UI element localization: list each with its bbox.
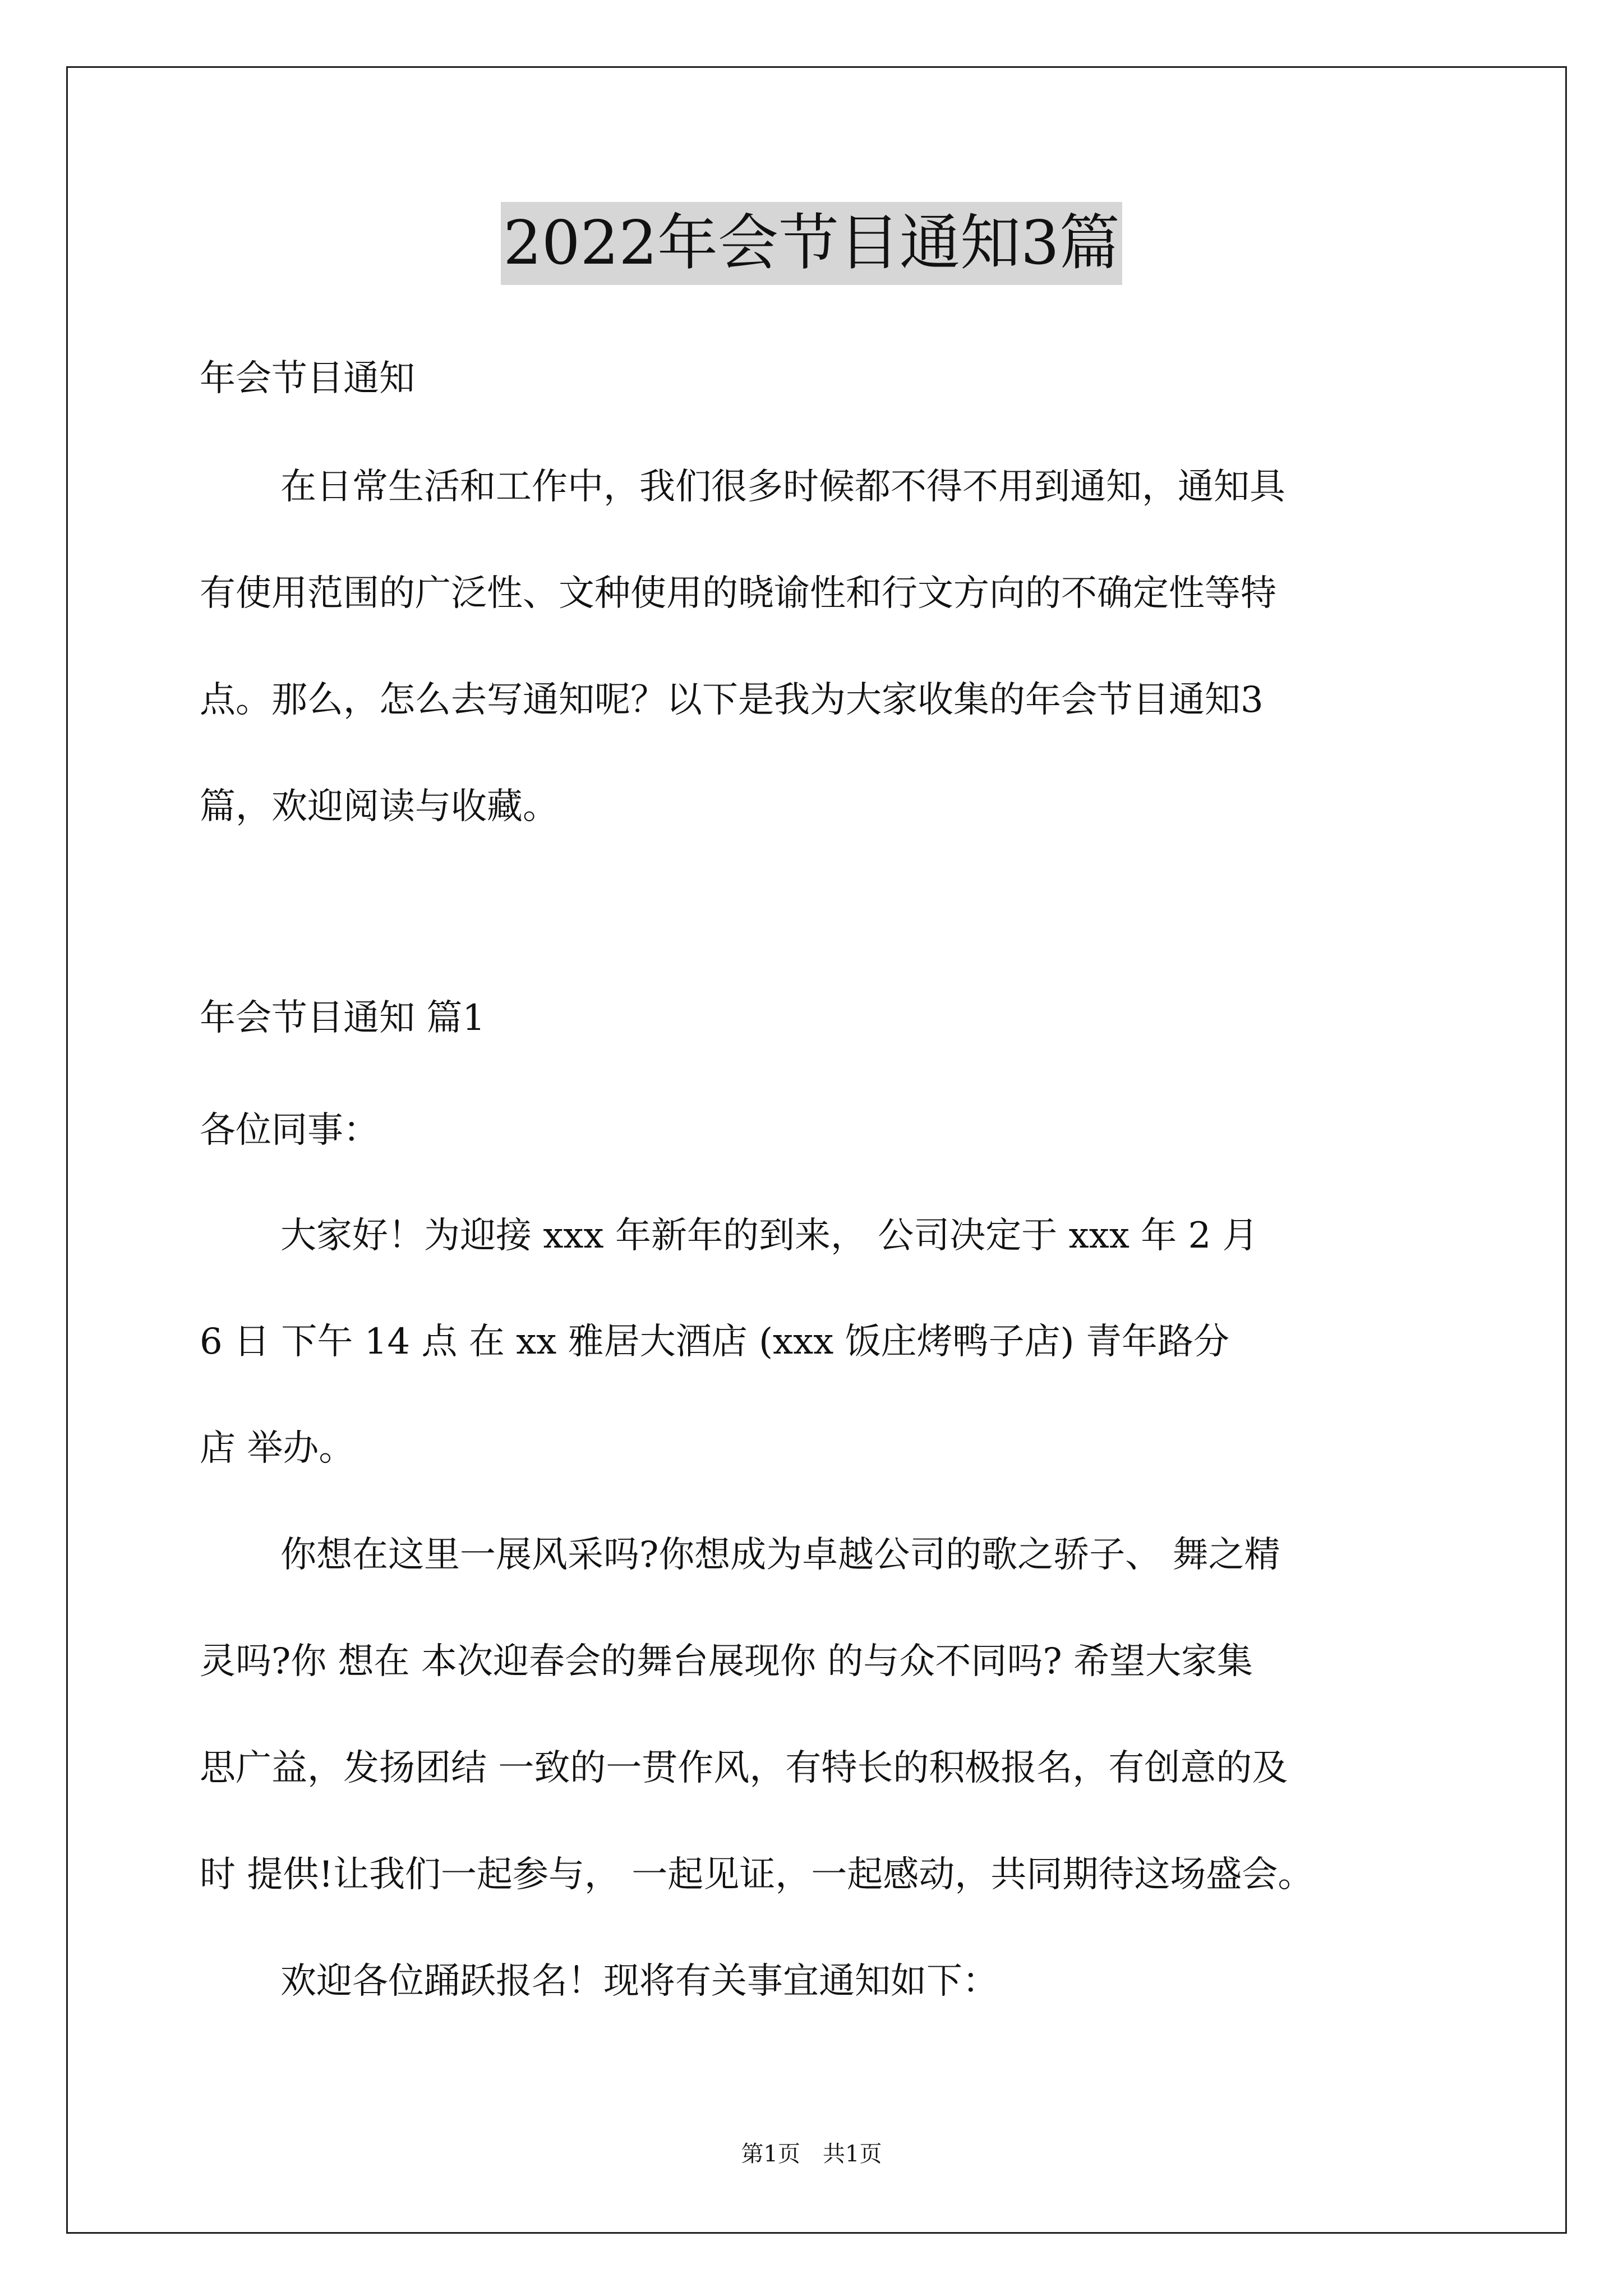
para2-line-3: 思广益，发扬团结 一致的一贯作风，有特长的积极报名，有创意的及: [200, 1747, 1288, 1789]
document-title: 2022年会节目通知3篇: [501, 202, 1122, 285]
salutation: 各位同事：: [200, 1110, 379, 1151]
para1-line-2: 6 日 下午 14 点 在 xx 雅居大酒店 (xxx 饭庄烤鸭子店) 青年路分: [200, 1321, 1229, 1363]
page-footer: 第1页 共1页: [741, 2141, 882, 2167]
para2-line-4: 时 提供!让我们一起参与， 一起见证，一起感动，共同期待这场盛会。: [200, 1854, 1314, 1895]
heading-main: 年会节目通知: [200, 358, 415, 399]
para1-line-3: 店 举办。: [200, 1428, 355, 1469]
para2-line-2: 灵吗?你 想在 本次迎春会的舞台展现你 的与众不同吗? 希望大家集: [200, 1641, 1253, 1682]
section-heading: 年会节目通知 篇1: [200, 997, 486, 1039]
para3-line-1: 欢迎各位踊跃报名！现将有关事宜通知如下：: [280, 1961, 998, 2002]
para2-line-1: 你想在这里一展风采吗?你想成为卓越公司的歌之骄子、 舞之精: [280, 1534, 1280, 1576]
intro-line-1: [280, 464, 1433, 509]
para1-line-1: 大家好！为迎接 xxx 年新年的到来， 公司决定于 xxx 年 2 月: [280, 1215, 1258, 1257]
intro-line-4: 篇，欢迎阅读与收藏。: [200, 786, 559, 827]
intro-line-2: 有使用范围的广泛性、文种使用的晓谕性和行文方向的不确定性等特: [200, 573, 1276, 614]
intro-line-3: 点。那么，怎么去写通知呢？以下是我为大家收集的年会节目通知3: [200, 679, 1264, 721]
title-container: [0, 202, 1623, 285]
intro-line-1-text: 在日常生活和工作中，我们很多时候都不得不用到通知，通知具: [280, 466, 1285, 508]
